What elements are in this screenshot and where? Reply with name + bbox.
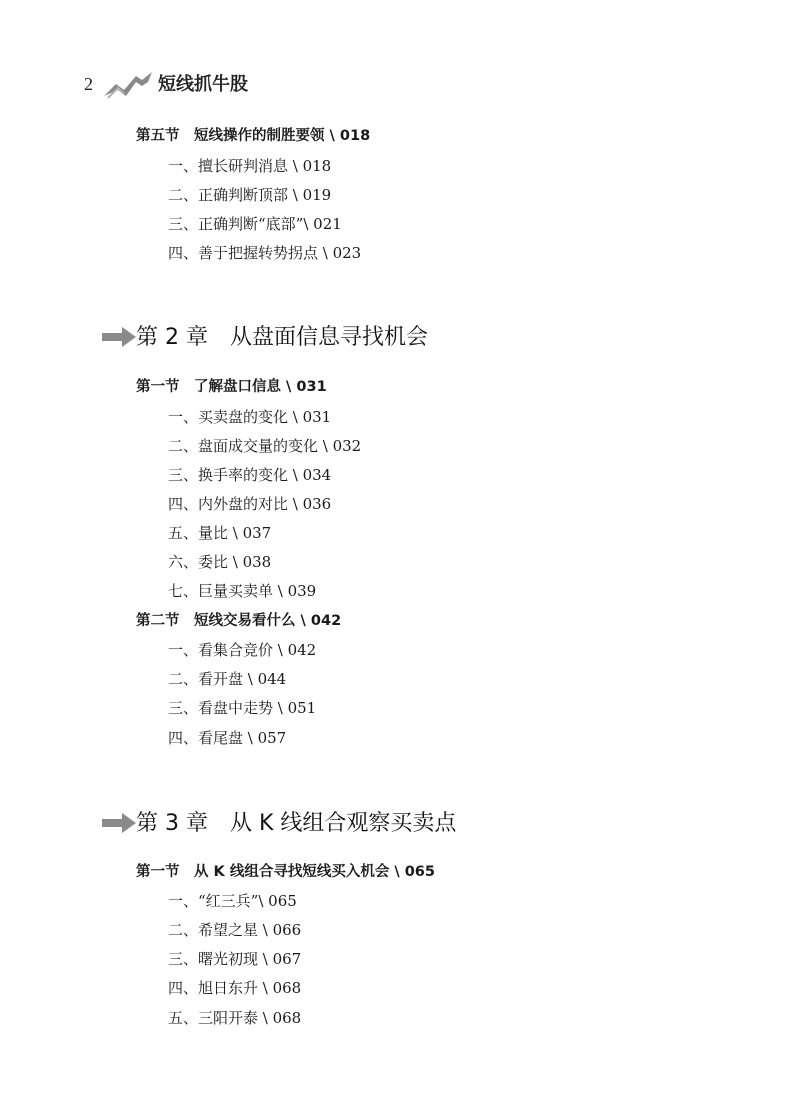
chapter-heading: [0, 312, 800, 362]
toc-item[interactable]: 二、正确判断顶部 \ 019: [168, 186, 332, 204]
toc-item[interactable]: 四、内外盘的对比 \ 036: [168, 495, 332, 513]
toc-item[interactable]: 二、看开盘 \ 044: [168, 670, 287, 688]
toc-item[interactable]: 一、看集合竞价 \ 042: [168, 641, 317, 659]
toc-item[interactable]: 四、善于把握转势拐点 \ 023: [168, 244, 362, 262]
toc-item[interactable]: 三、换手率的变化 \ 034: [168, 466, 332, 484]
toc-section-title[interactable]: 第一节 从 K 线组合寻找短线买入机会 \ 065: [136, 864, 435, 880]
toc-section-title[interactable]: 第一节 了解盘口信息 \ 031: [136, 379, 327, 395]
toc-item[interactable]: 三、正确判断“底部”\ 021: [168, 215, 342, 233]
toc-item[interactable]: 一、“红三兵”\ 065: [168, 892, 297, 910]
book-title: 短线抓牛股: [158, 74, 248, 95]
toc-item[interactable]: 三、曙光初现 \ 067: [168, 950, 302, 968]
toc-item[interactable]: 五、三阳开泰 \ 068: [168, 1009, 302, 1027]
right-arrow-icon: [102, 812, 138, 834]
toc-item[interactable]: 三、看盘中走势 \ 051: [168, 699, 317, 717]
toc-item[interactable]: 二、希望之星 \ 066: [168, 921, 302, 939]
chapter-3-block: [0, 798, 800, 1027]
right-arrow-icon: [102, 326, 138, 348]
toc-item[interactable]: 二、盘面成交量的变化 \ 032: [168, 437, 362, 455]
toc-item[interactable]: 七、巨量买卖单 \ 039: [168, 582, 317, 600]
toc-item[interactable]: 四、看尾盘 \ 057: [168, 729, 287, 747]
toc-item[interactable]: 一、擅长研判消息 \ 018: [168, 157, 332, 175]
page-header: [0, 60, 800, 110]
page-number: 2: [84, 74, 93, 94]
toc-item[interactable]: 四、旭日东升 \ 068: [168, 979, 302, 997]
chapter-title[interactable]: 第 2 章 从盘面信息寻找机会: [136, 325, 428, 350]
bull-chart-logo-icon: [102, 68, 154, 100]
chapter-2-block: [0, 312, 800, 747]
toc-section-title[interactable]: 第五节 短线操作的制胜要领 \ 018: [136, 128, 371, 144]
toc-item[interactable]: 一、买卖盘的变化 \ 031: [168, 408, 332, 426]
toc-section-title[interactable]: 第二节 短线交易看什么 \ 042: [136, 613, 342, 629]
toc-item[interactable]: 六、委比 \ 038: [168, 553, 272, 571]
chapter-heading: [0, 798, 800, 848]
chapter-title[interactable]: 第 3 章 从 K 线组合观察买卖点: [136, 811, 457, 836]
toc-item[interactable]: 五、量比 \ 037: [168, 524, 272, 542]
